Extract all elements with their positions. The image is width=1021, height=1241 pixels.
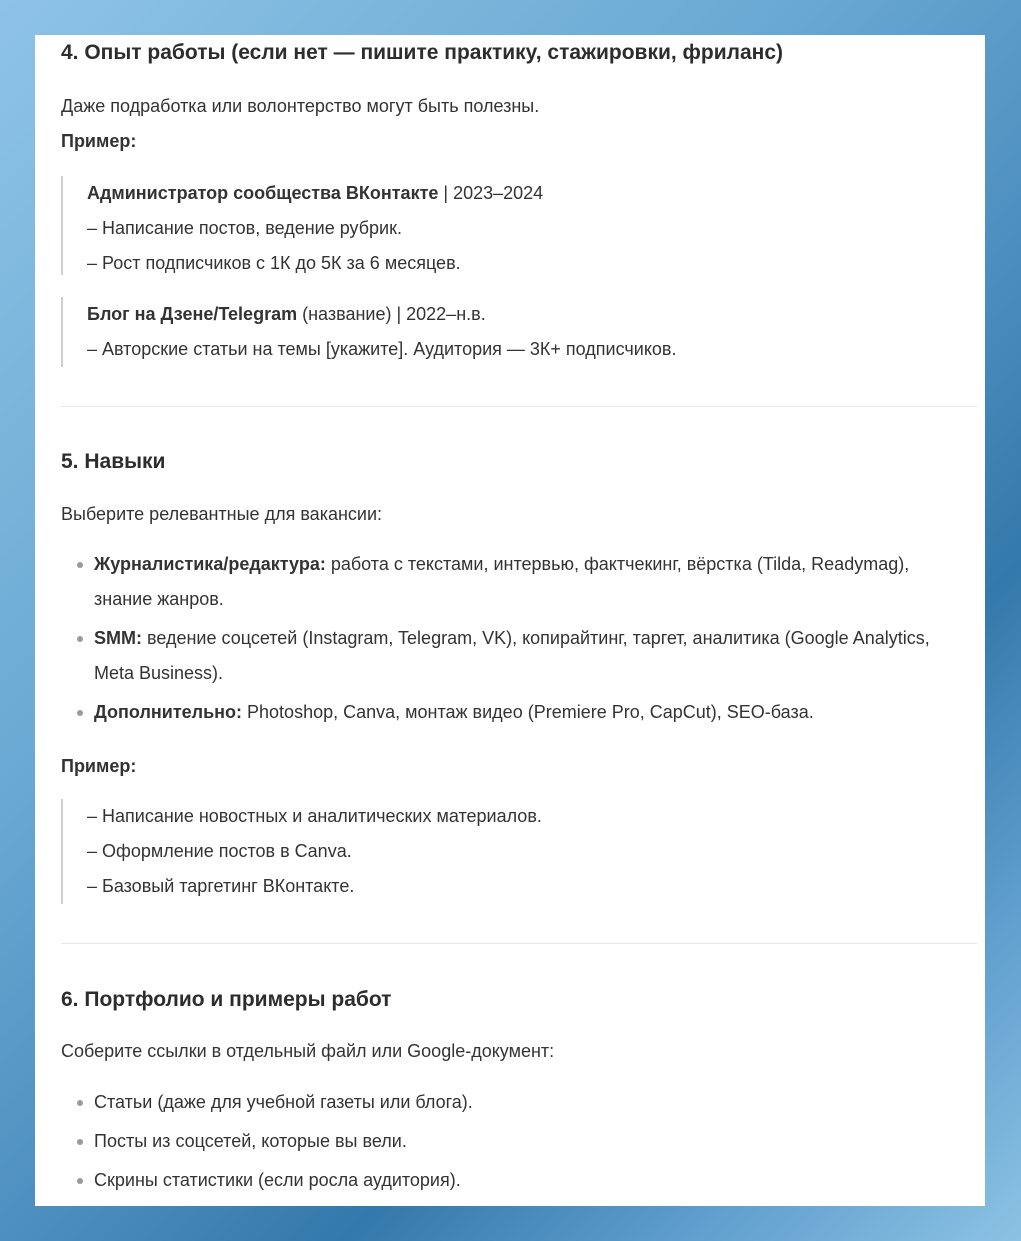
section-4-intro: Даже подработка или волонтерство могут быть полезны. [61, 96, 540, 116]
skill-item [61, 547, 951, 617]
job-1-title-line [87, 176, 967, 211]
portfolio-item: Посты из соцсетей, которые вы вели. [61, 1124, 951, 1159]
skills-list [61, 547, 951, 730]
skills-example-line: – Базовый таргетинг ВКонтакте. [87, 876, 355, 896]
skill-text: Photoshop, Canva, монтаж видео (Premiere Pro, CapCut), SEO-база. [242, 702, 814, 722]
portfolio-item: Скрины статистики (если росла аудитория). [61, 1163, 951, 1198]
skills-example-line: – Оформление постов в Canva. [87, 841, 352, 861]
section-4-heading: 4. Опыт работы (если нет — пишите практику, стажировки, фриланс) [61, 41, 784, 64]
section-4 [61, 41, 977, 65]
section-6-intro: Соберите ссылки в отдельный файл или Google-документ: [61, 1041, 555, 1061]
skill-label: Дополнительно: [94, 702, 243, 722]
section-5-example-label: Пример: [61, 756, 137, 776]
job-1-period: | 2023–2024 [438, 183, 544, 203]
skill-text: ведение соцсетей (Instagram, Telegram, VK), копирайтинг, таргет, аналитика (Google Analytics, Meta Business). [94, 628, 930, 683]
section-6-heading: 6. Портфолио и примеры работ [61, 988, 392, 1011]
document-card [35, 35, 985, 1206]
skill-item [61, 621, 951, 691]
portfolio-item: Статьи (даже для учебной газеты или блога). [61, 1085, 951, 1120]
section-5-intro: Выберите релевантные для вакансии: [61, 504, 383, 524]
job-2-title-line [87, 297, 967, 332]
skill-item [61, 695, 951, 730]
divider [61, 406, 977, 407]
section-4-example-label: Пример: [61, 131, 137, 151]
job-1-line: – Рост подписчиков с 1К до 5К за 6 месяцев. [87, 253, 461, 273]
job-2-period: (название) | 2022–н.в. [297, 304, 486, 324]
portfolio-list [61, 1085, 951, 1198]
job-2-quote [61, 297, 967, 367]
job-1-line: – Написание постов, ведение рубрик. [87, 218, 402, 238]
job-1-title: Администратор сообщества ВКонтакте [87, 183, 439, 203]
section-5-heading: 5. Навыки [61, 450, 166, 473]
job-2-title: Блог на Дзене/Telegram [87, 304, 298, 324]
skills-example-line: – Написание новостных и аналитических материалов. [87, 806, 542, 826]
skills-example-quote [61, 799, 967, 904]
skill-text: работа с текстами, интервью, фактчекинг, вёрстка (Tilda, Readymag), знание жанров. [94, 554, 910, 609]
job-2-line: – Авторские статьи на темы [укажите]. Аудитория — 3К+ подписчиков. [87, 339, 677, 359]
divider [61, 943, 977, 944]
skill-label: Журналистика/редактура: [94, 554, 326, 574]
job-1-quote [61, 176, 967, 275]
skill-label: SMM: [94, 628, 142, 648]
